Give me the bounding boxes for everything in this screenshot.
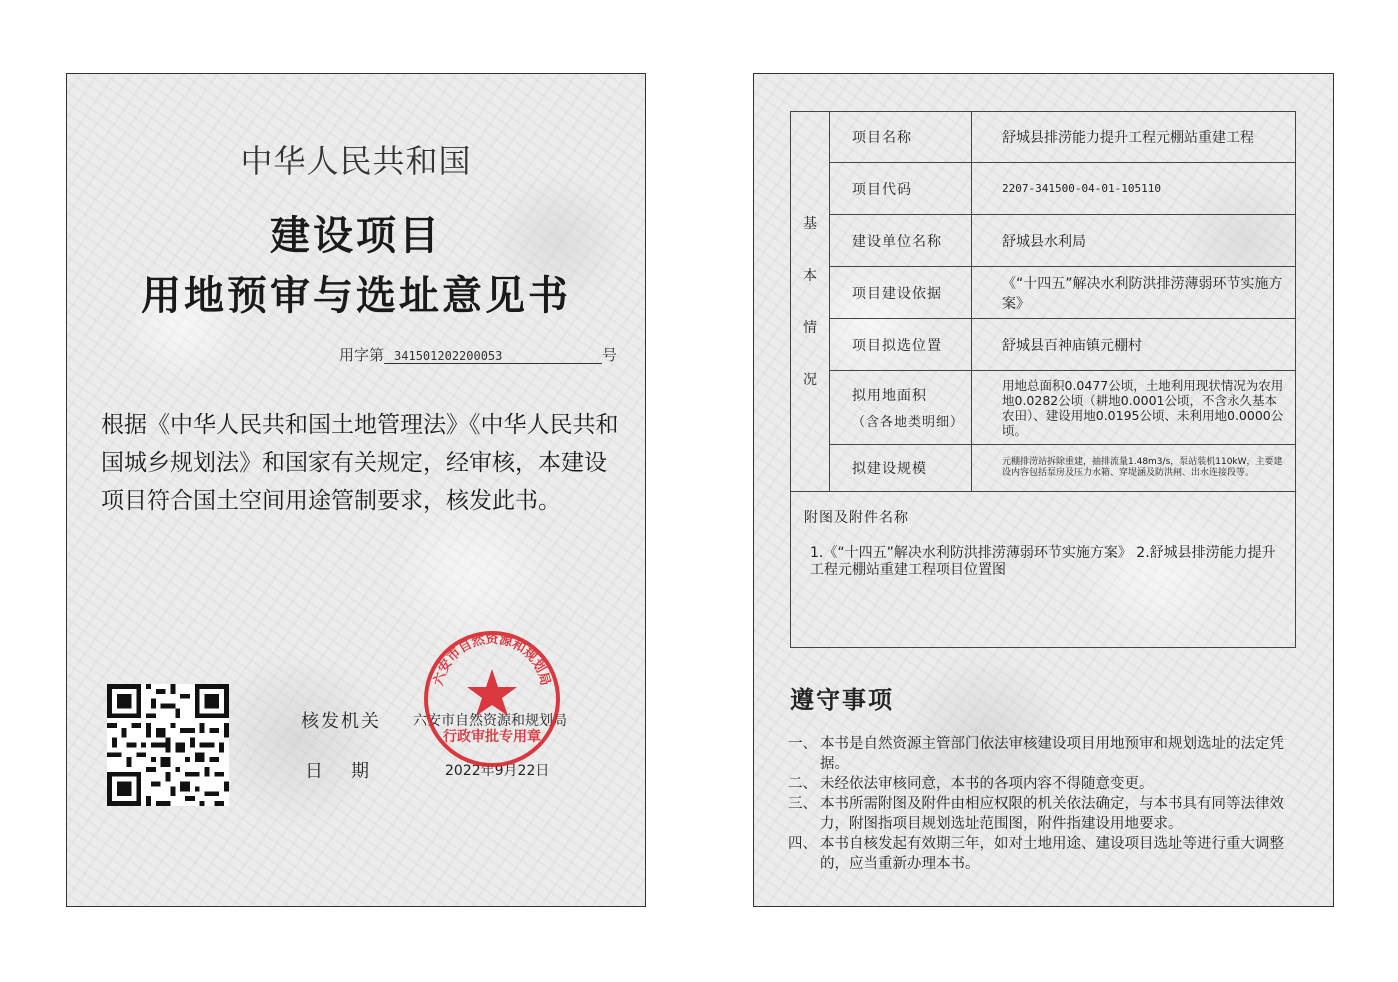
doc-suffix: 号 <box>602 346 618 364</box>
basic-info-side-label: 基 本 情 况 <box>791 112 830 492</box>
scale-label: 拟建设规模 <box>830 445 972 492</box>
project-name-value: 舒城县排涝能力提升工程元棚站重建工程 <box>972 112 1296 163</box>
issuer-name: 六安市自然资源和规划局 <box>413 713 567 729</box>
project-name-label: 项目名称 <box>830 112 972 163</box>
svg-text:行政审批专用章: 行政审批专用章 <box>443 729 541 745</box>
country-name: 中华人民共和国 <box>240 142 472 180</box>
certificate-body-text: 根据《中华人民共和国土地管理法》《中华人民共和国城乡规划法》和国家有关规定，经审核，本建设项目符合国土空间用途管制要求，核发此书。 <box>101 412 619 514</box>
builder-label: 建设单位名称 <box>830 215 972 267</box>
rules-list <box>788 734 1308 874</box>
rule-item: 一、 本书是自然资源主管部门依法审核建设项目用地预审和规划选址的法定凭据。 <box>788 736 1284 772</box>
scale-value: 元棚排涝站拆除重建，抽排流量1.48m3/s，泵站装机110kW，主要建设内容包括泵房及压力水箱、穿堤涵及防洪闸、出水连接段等。 <box>972 445 1296 492</box>
certificate-back-page <box>753 73 1334 907</box>
rule-item: 四、 本书自核发起有效期三年，如对土地用途、建设项目选址等进行重大调整的，应当重新办理本书。 <box>788 836 1284 872</box>
rules-title: 遵守事项 <box>790 686 894 714</box>
certificate-front-page <box>66 73 646 907</box>
basic-info-table <box>790 111 1296 648</box>
date-label: 日期 <box>305 761 397 782</box>
land-area-label: 拟用地面积 （含各地类明细） <box>830 371 972 445</box>
issuer-label: 核发机关 <box>301 711 381 732</box>
qr-code-icon <box>107 684 229 806</box>
doc-prefix: 用字第 <box>339 346 385 364</box>
official-seal-icon <box>422 629 562 769</box>
rule-item: 二、 未经依法审核同意，本书的各项内容不得随意变更。 <box>788 776 1154 792</box>
land-area-value: 用地总面积0.0477公顷，土地利用现状情况为农用地0.0282公顷（耕地0.0001公顷，不含永久基本农田）、建设用地0.0195公顷、未利用地0.0000公顷。 <box>972 371 1296 445</box>
svg-text:六安市自然资源和规划局: 六安市自然资源和规划局 <box>431 632 553 688</box>
project-code-value: 2207-341500-04-01-105110 <box>972 163 1296 215</box>
attachments-title: 附图及附件名称 <box>804 510 909 526</box>
basis-label: 项目建设依据 <box>830 267 972 319</box>
location-label: 项目拟选位置 <box>830 319 972 371</box>
location-value: 舒城县百神庙镇元棚村 <box>972 319 1296 371</box>
basis-value: 《“十四五”解决水利防洪排涝薄弱环节实施方案》 <box>972 267 1296 319</box>
document-number-line <box>339 344 617 365</box>
attachments-cell <box>791 492 1296 648</box>
attachments-text: 1.《“十四五”解决水利防洪排涝薄弱环节实施方案》 2.舒城县排涝能力提升工程元棚站重建工程项目位置图 <box>810 545 1276 578</box>
builder-value: 舒城县水利局 <box>972 215 1296 267</box>
document-title-line1: 建设项目 <box>270 213 442 259</box>
document-title-line2: 用地预审与选址意见书 <box>141 273 571 319</box>
project-code-label: 项目代码 <box>830 163 972 215</box>
issue-date: 2022年9月22日 <box>445 763 550 779</box>
rule-item: 三、 本书所需附图及附件由相应权限的机关依法确定，与本书具有同等法律效力，附图指项目规划选址范围图，附件指建设用地要求。 <box>788 796 1284 832</box>
doc-number: 341501202200053 <box>384 349 602 364</box>
